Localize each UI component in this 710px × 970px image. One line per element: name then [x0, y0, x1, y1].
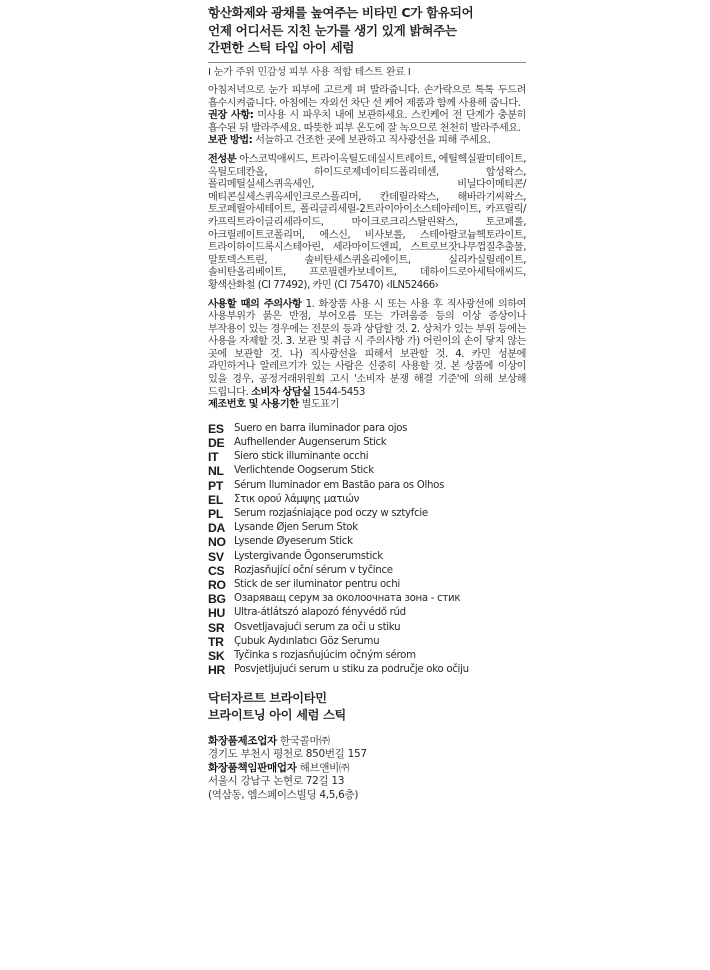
ingredients-label: 전성분	[208, 153, 237, 165]
language-row-da	[208, 521, 526, 535]
usage-directions: 아침저녁으로 눈가 피부에 고르게 펴 발라줍니다. 손가락으로 톡톡 두드려 흡수시켜줍니다. 아침에는 자외선 차단 선 케어 제품과 함께 사용해 줍니다.	[208, 85, 526, 109]
consumer-center-label: 소비자 상담실	[251, 386, 311, 398]
language-text: Озаряващ серум за околоочната зона - стик	[234, 593, 461, 605]
language-text: Ultra-átlátszó alapozó fényvédő rúd	[234, 607, 406, 619]
language-text: Posvjetljujući serum u stiku za područje oko očiju	[234, 664, 469, 676]
manufacturer-address: 경기도 부천시 평천로 850번길 157	[208, 748, 367, 761]
manufacturer-label: 화장품제조업자	[208, 734, 277, 747]
language-row-el	[208, 493, 526, 507]
caution-section	[208, 299, 526, 400]
recommended-text: 미사용 시 파우치 내에 보관하세요. 스킨케어 전 단계가 충분히 흡수된 뒤 발라주세요. 따뜻한 피부 온도에 잘 녹으므로 천천히 발라주세요.	[208, 110, 526, 134]
mfg-text: 별도표기	[298, 399, 340, 411]
distributor-address-1: 서울시 강남구 논현로 72길 13	[208, 775, 345, 788]
language-text: Lysende Øyeserum Stick	[234, 536, 353, 548]
language-text: Aufhellender Augenserum Stick	[234, 437, 387, 449]
language-row-sk	[208, 649, 526, 663]
manufacturer-name: 한국콜마㈜	[276, 734, 330, 747]
language-row-ro	[208, 578, 526, 592]
language-code: NO	[208, 535, 226, 550]
language-text: Siero stick illuminante occhi	[234, 451, 369, 463]
recommended-section	[208, 110, 526, 135]
language-code: EL	[208, 492, 223, 507]
language-list	[208, 422, 526, 678]
distributor-address-2: (역삼동, 엠스페이스빌딩 4,5,6층)	[208, 788, 359, 801]
language-code: CS	[208, 563, 225, 578]
language-text: Çubuk Aydınlatıcı Göz Serumu	[234, 635, 380, 647]
language-text: Suero en barra iluminador para ojos	[234, 422, 408, 434]
language-text: Lysande Øjen Serum Stok	[234, 522, 358, 534]
language-code: SV	[208, 549, 224, 564]
caution-text: 1. 화장품 사용 시 또는 사용 후 직사광선에 의하여 사용부위가 붉은 반점, 부어오름 또는 가려움증 등의 이상 증상이나 부작용이 있는 경우에는 전문의 등과 상담할 것. 2. 상처가 있는 부위 등에는 사용을 자제할 것. 3. 보관 및 취급 시 주의사항 가) 어린이의 손이 닿지 않는 곳에 보관할 것. 나) 직사광선을 피해서 보관할 것. 4. 카민 성분에 과민하거나 알레르기가 있는 사람은 신중히 사용할 것. 본 상품에 이상이 있을 경우, 공정거래위원회 고시 '소비자 분쟁 해결 기준'에 의해 보상해 드립니다.	[208, 298, 526, 398]
headline-line-3: 간편한 스틱 타입 아이 세럼	[208, 40, 355, 55]
consumer-center-phone: 1544-5453	[310, 386, 365, 398]
mfg-section	[208, 399, 526, 412]
distributor-label: 화장품책임판매업자	[208, 761, 297, 774]
storage-label: 보관 방법:	[208, 135, 253, 147]
ingredients-text: 아스코빅애씨드, 트라이옥틸도데실시트레이트, 에틸헥실팔미테이트, 옥틸도데칸올, 하이드로제네이티드폴리데센, 합성왁스, 폴리메틸실세스퀴옥세인, 비닐다이메티콘/메티콘실세스퀴옥세인크로스폴리머, 칸데릴라왁스, 해바라기씨왁스, 토코페릴아세테이트, 폴리글리세릴-2트라이아이소스테아레이트, 카프릴릭/카프릭트라이글리세라이드, 마이크로크리스탈린왁스, 토코페롤, 아크릴레이트코폴리머, 에스신, 비사보롤, 스테아랄코늄헥토라이트, 트라이하이드록시스테아린, 세라마이드엔피, 스트로브잣나무껍질추출물, 말토덱스트린, 솔비탄세스퀴올리에이트, 실리카실릴레이트, 솔비탄올리베이트, 프로필렌카보네이트, 데하이드로아세틱애씨드, 황색산화철 (CI 77492), 카민 (CI 75470) ‹ILN52466›	[208, 153, 526, 291]
ingredients-section	[208, 154, 526, 293]
language-code: PL	[208, 507, 223, 522]
language-code: NL	[208, 464, 224, 479]
dermatological-claim: I 눈가 주위 민감성 피부 사용 적합 테스트 완료 I	[208, 66, 411, 78]
language-row-cs	[208, 564, 526, 578]
language-row-sv	[208, 550, 526, 564]
language-text: Tyčinka s rozjasňujúcim očným sérom	[234, 650, 416, 662]
distributor-line	[208, 762, 526, 776]
manufacturer-line	[208, 735, 526, 749]
language-row-hr	[208, 663, 526, 677]
headline-line-2: 언제 어디서든 지친 눈가를 생기 있게 밝혀주는	[208, 22, 457, 38]
language-text: Serum rozjaśniające pod oczy w sztyfcie	[234, 508, 428, 520]
recommended-label: 권장 사항:	[208, 110, 254, 122]
language-text: Verlichtende Oogserum Stick	[234, 465, 374, 477]
language-row-it	[208, 450, 526, 464]
language-row-pl	[208, 507, 526, 521]
language-row-pt	[208, 479, 526, 493]
storage-section	[208, 135, 526, 148]
language-text: Lystergivande Ögonserumstick	[234, 550, 383, 562]
language-row-no	[208, 535, 526, 549]
language-text: Osvetljavajući serum za oči u stiku	[234, 621, 401, 633]
language-code: IT	[208, 450, 219, 465]
language-code: DE	[208, 436, 225, 451]
headline-line-1: 항산화제와 광채를 높여주는 비타민 C가 함유되어	[208, 5, 474, 20]
language-text: Στικ ορού λάμψης ματιών	[234, 493, 360, 505]
headline	[208, 4, 526, 57]
product-name	[208, 690, 526, 724]
mfg-label: 제조번호 및 사용기한	[208, 399, 299, 411]
language-code: SK	[208, 649, 225, 664]
language-row-nl	[208, 464, 526, 478]
language-code: BG	[208, 592, 226, 607]
company-info	[208, 735, 526, 803]
divider	[208, 62, 526, 63]
language-code: SR	[208, 620, 225, 635]
language-code: TR	[208, 634, 224, 649]
language-code: HR	[208, 663, 226, 678]
language-text: Rozjasňující oční sérum v tyčince	[234, 564, 393, 576]
language-text: Sérum Iluminador em Bastão para os Olhos	[234, 479, 445, 491]
language-row-hu	[208, 606, 526, 620]
product-name-line-1: 닥터자르트 브라이타민	[208, 690, 327, 705]
product-label-text-column	[208, 4, 526, 802]
language-row-es	[208, 422, 526, 436]
language-row-de	[208, 436, 526, 450]
language-text: Stick de ser iluminator pentru ochi	[234, 579, 400, 591]
language-code: RO	[208, 578, 226, 593]
language-code: HU	[208, 606, 226, 621]
product-name-line-2: 브라이트닝 아이 세럼 스틱	[208, 707, 347, 722]
caution-label: 사용할 때의 주의사항	[208, 298, 302, 310]
language-code: PT	[208, 478, 223, 493]
language-row-sr	[208, 621, 526, 635]
distributor-name: 해브앤비㈜	[296, 761, 350, 774]
language-code: DA	[208, 521, 226, 536]
language-row-tr	[208, 635, 526, 649]
storage-text: 서늘하고 건조한 곳에 보관하고 직사광선을 피해 주세요.	[252, 135, 491, 147]
language-row-bg	[208, 592, 526, 606]
language-code: ES	[208, 421, 224, 436]
